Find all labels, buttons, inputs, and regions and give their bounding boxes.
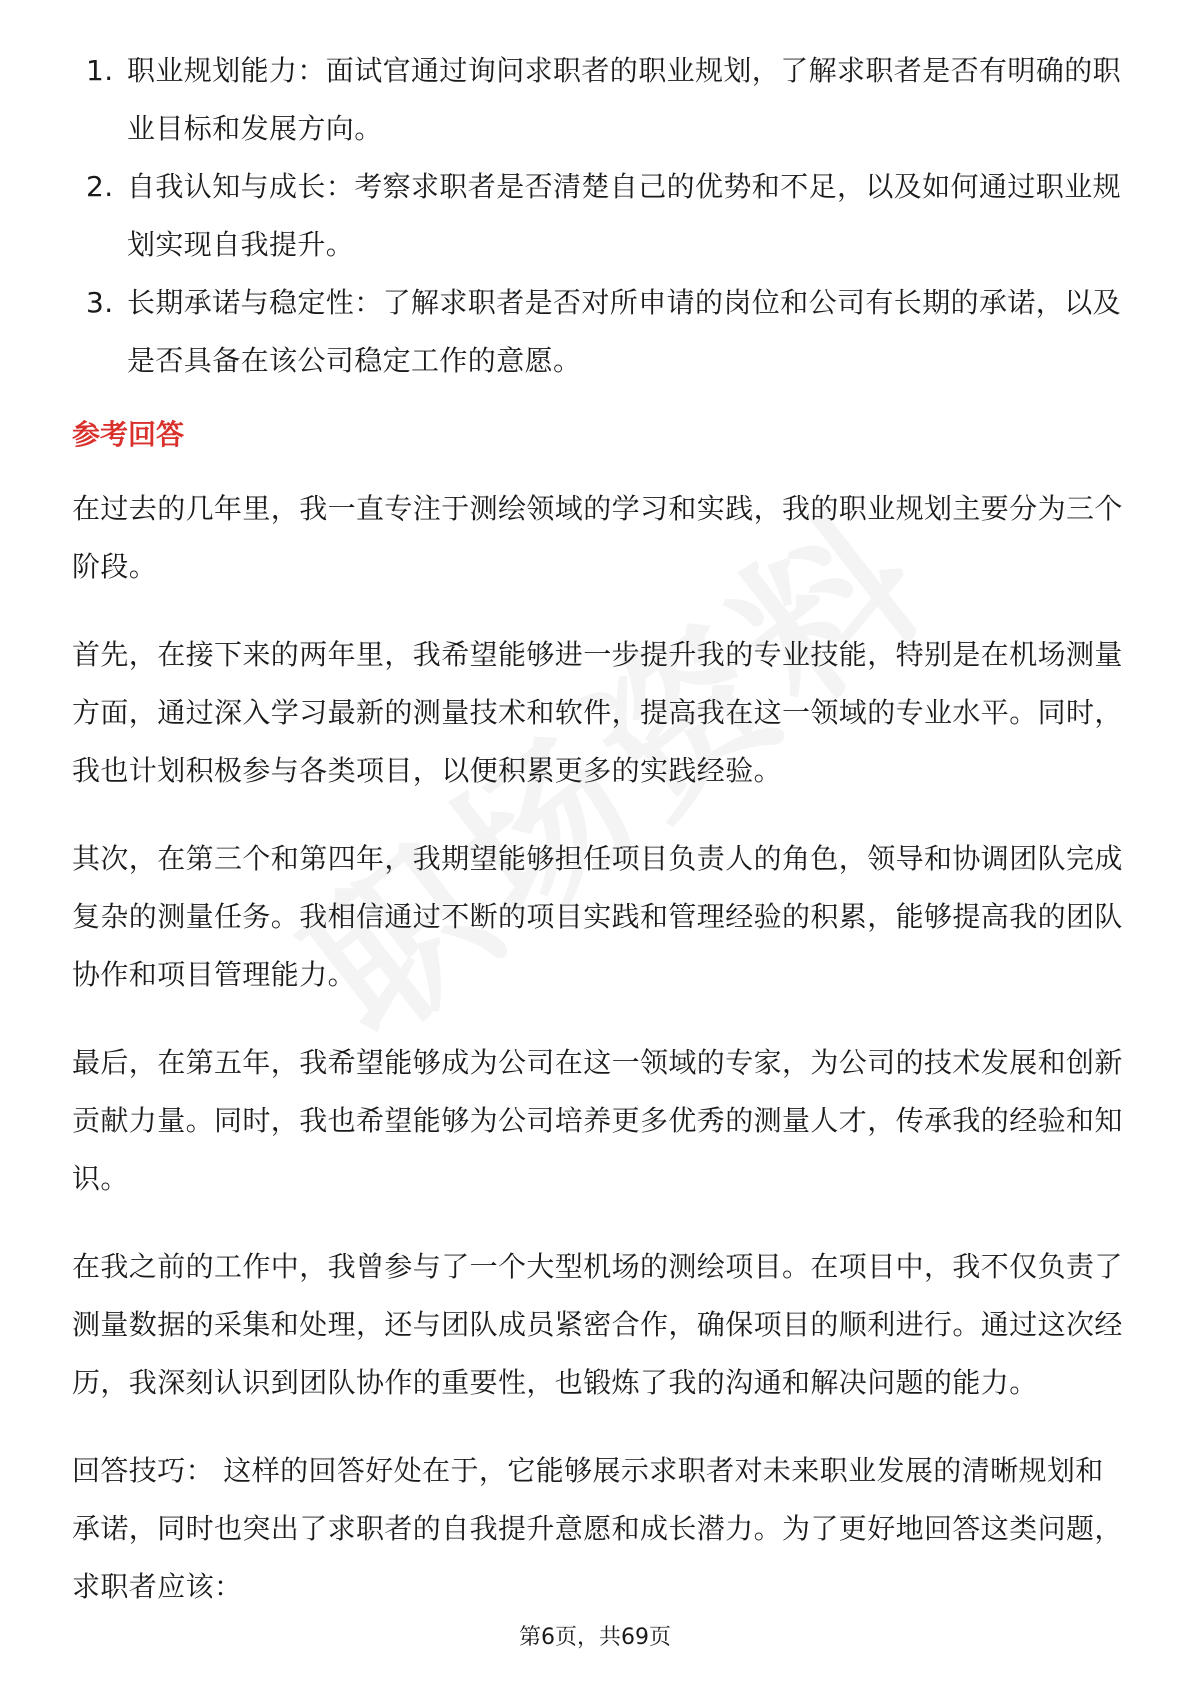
answer-paragraph: 在过去的几年里，我一直专注于测绘领域的学习和实践，我的职业规划主要分为三个阶段。	[72, 492, 1123, 583]
list-item-text: 长期承诺与稳定性：了解求职者是否对所申请的岗位和公司有长期的承诺，以及是否具备在该公司稳定工作的意愿。	[127, 286, 1122, 377]
answer-tips-paragraph: 回答技巧： 这样的回答好处在于，它能够展示求职者对未来职业发展的清晰规划和承诺，同时也突出了求职者的自我提升意愿和成长潜力。为了更好地回答这类问题，求职者应该：	[72, 1454, 1123, 1603]
answer-paragraph: 首先，在接下来的两年里，我希望能够进一步提升我的专业技能，特别是在机场测量方面，通过深入学习最新的测量技术和软件，提高我在这一领域的专业水平。同时，我也计划积极参与各类项目，以便积累更多的实践经验。	[72, 638, 1123, 787]
list-item	[72, 274, 1132, 390]
list-number: 3.	[86, 286, 114, 319]
list-number: 2.	[86, 170, 114, 203]
list-item	[72, 158, 1132, 274]
answer-paragraph: 其次，在第三个和第四年，我期望能够担任项目负责人的角色，领导和协调团队完成复杂的测量任务。我相信通过不断的项目实践和管理经验的积累，能够提高我的团队协作和项目管理能力。	[72, 842, 1123, 991]
answer-paragraph: 在我之前的工作中，我曾参与了一个大型机场的测绘项目。在项目中，我不仅负责了测量数据的采集和处理，还与团队成员紧密合作，确保项目的顺利进行。通过这次经历，我深刻认识到团队协作的重要性，也锻炼了我的沟通和解决问题的能力。	[72, 1250, 1123, 1399]
answer-paragraph: 最后，在第五年，我希望能够成为公司在这一领域的专家，为公司的技术发展和创新贡献力量。同时，我也希望能够为公司培养更多优秀的测量人才，传承我的经验和知识。	[72, 1046, 1123, 1195]
list-item	[72, 42, 1132, 158]
list-item-text: 职业规划能力：面试官通过询问求职者的职业规划，了解求职者是否有明确的职业目标和发展方向。	[127, 54, 1122, 145]
list-number: 1.	[86, 54, 114, 87]
page-number-footer: 第6页，共69页	[519, 1625, 671, 1650]
page-content	[72, 42, 1132, 1616]
answer-heading: 参考回答	[72, 418, 185, 451]
list-item-text: 自我认知与成长：考察求职者是否清楚自己的优势和不足，以及如何通过职业规划实现自我提升。	[127, 170, 1122, 261]
evaluation-points-list	[72, 42, 1132, 390]
